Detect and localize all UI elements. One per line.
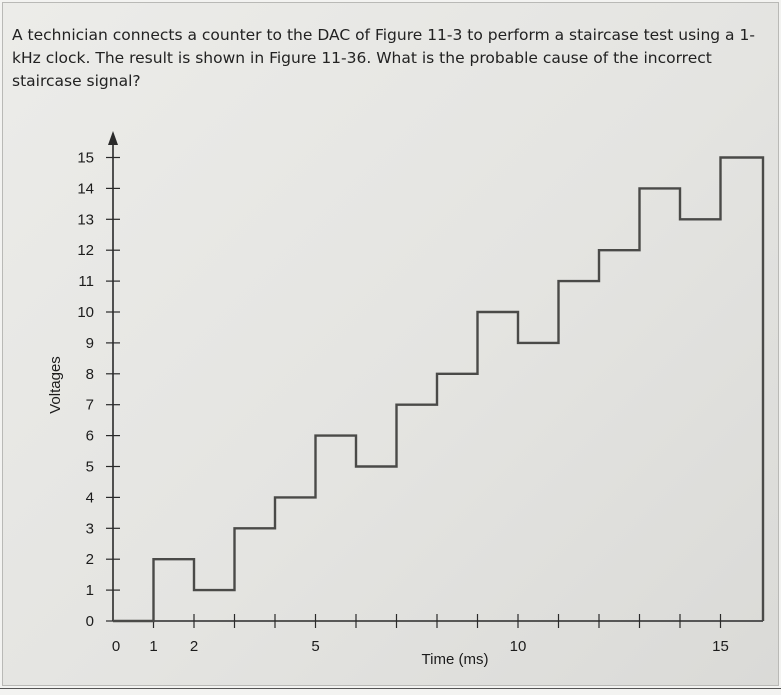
y-tick-label: 11: [78, 273, 94, 291]
x-tick-label: 2: [189, 638, 199, 655]
x-tick-label: 10: [509, 638, 527, 655]
staircase-series: [113, 158, 763, 622]
y-tick-label: 10: [77, 304, 94, 321]
y-tick-label: 5: [85, 458, 94, 476]
x-tick-label: 1: [149, 638, 158, 655]
y-tick-label: 14: [77, 180, 94, 198]
y-axis-label: Voltages: [47, 356, 64, 414]
y-tick-label: 13: [77, 211, 94, 229]
x-tick-label: 5: [311, 638, 320, 655]
y-tick-label: 7: [85, 396, 94, 414]
y-tick-label: 4: [85, 489, 94, 507]
bottom-rule: [0, 688, 781, 689]
y-tick-label: 6: [85, 427, 94, 445]
y-tick-label: 3: [85, 520, 94, 538]
question-text: A technician connects a counter to the DAC of Figure 11-3 to perform a staircase test using a 1-kHz clock. The result is shown in Figure 11-36. What is the probable cause of the incorrect staircase signal?: [12, 26, 755, 90]
y-tick-label: 9: [85, 334, 94, 352]
x-axis-label: Time (ms): [421, 651, 489, 668]
chart-ticks: [77, 150, 729, 656]
x-tick-label: 0: [111, 638, 121, 655]
chart-axes: [108, 131, 763, 621]
y-tick-label: 8: [85, 365, 94, 383]
y-tick-label: 12: [77, 242, 94, 260]
y-axis-arrow: [108, 131, 118, 145]
y-tick-label: 15: [77, 149, 94, 167]
chart-trace: [113, 158, 763, 622]
x-tick-label: 15: [712, 638, 729, 655]
y-tick-label: 2: [85, 551, 94, 569]
y-tick-label: 1: [85, 582, 94, 600]
y-tick-label: 0: [85, 613, 94, 630]
